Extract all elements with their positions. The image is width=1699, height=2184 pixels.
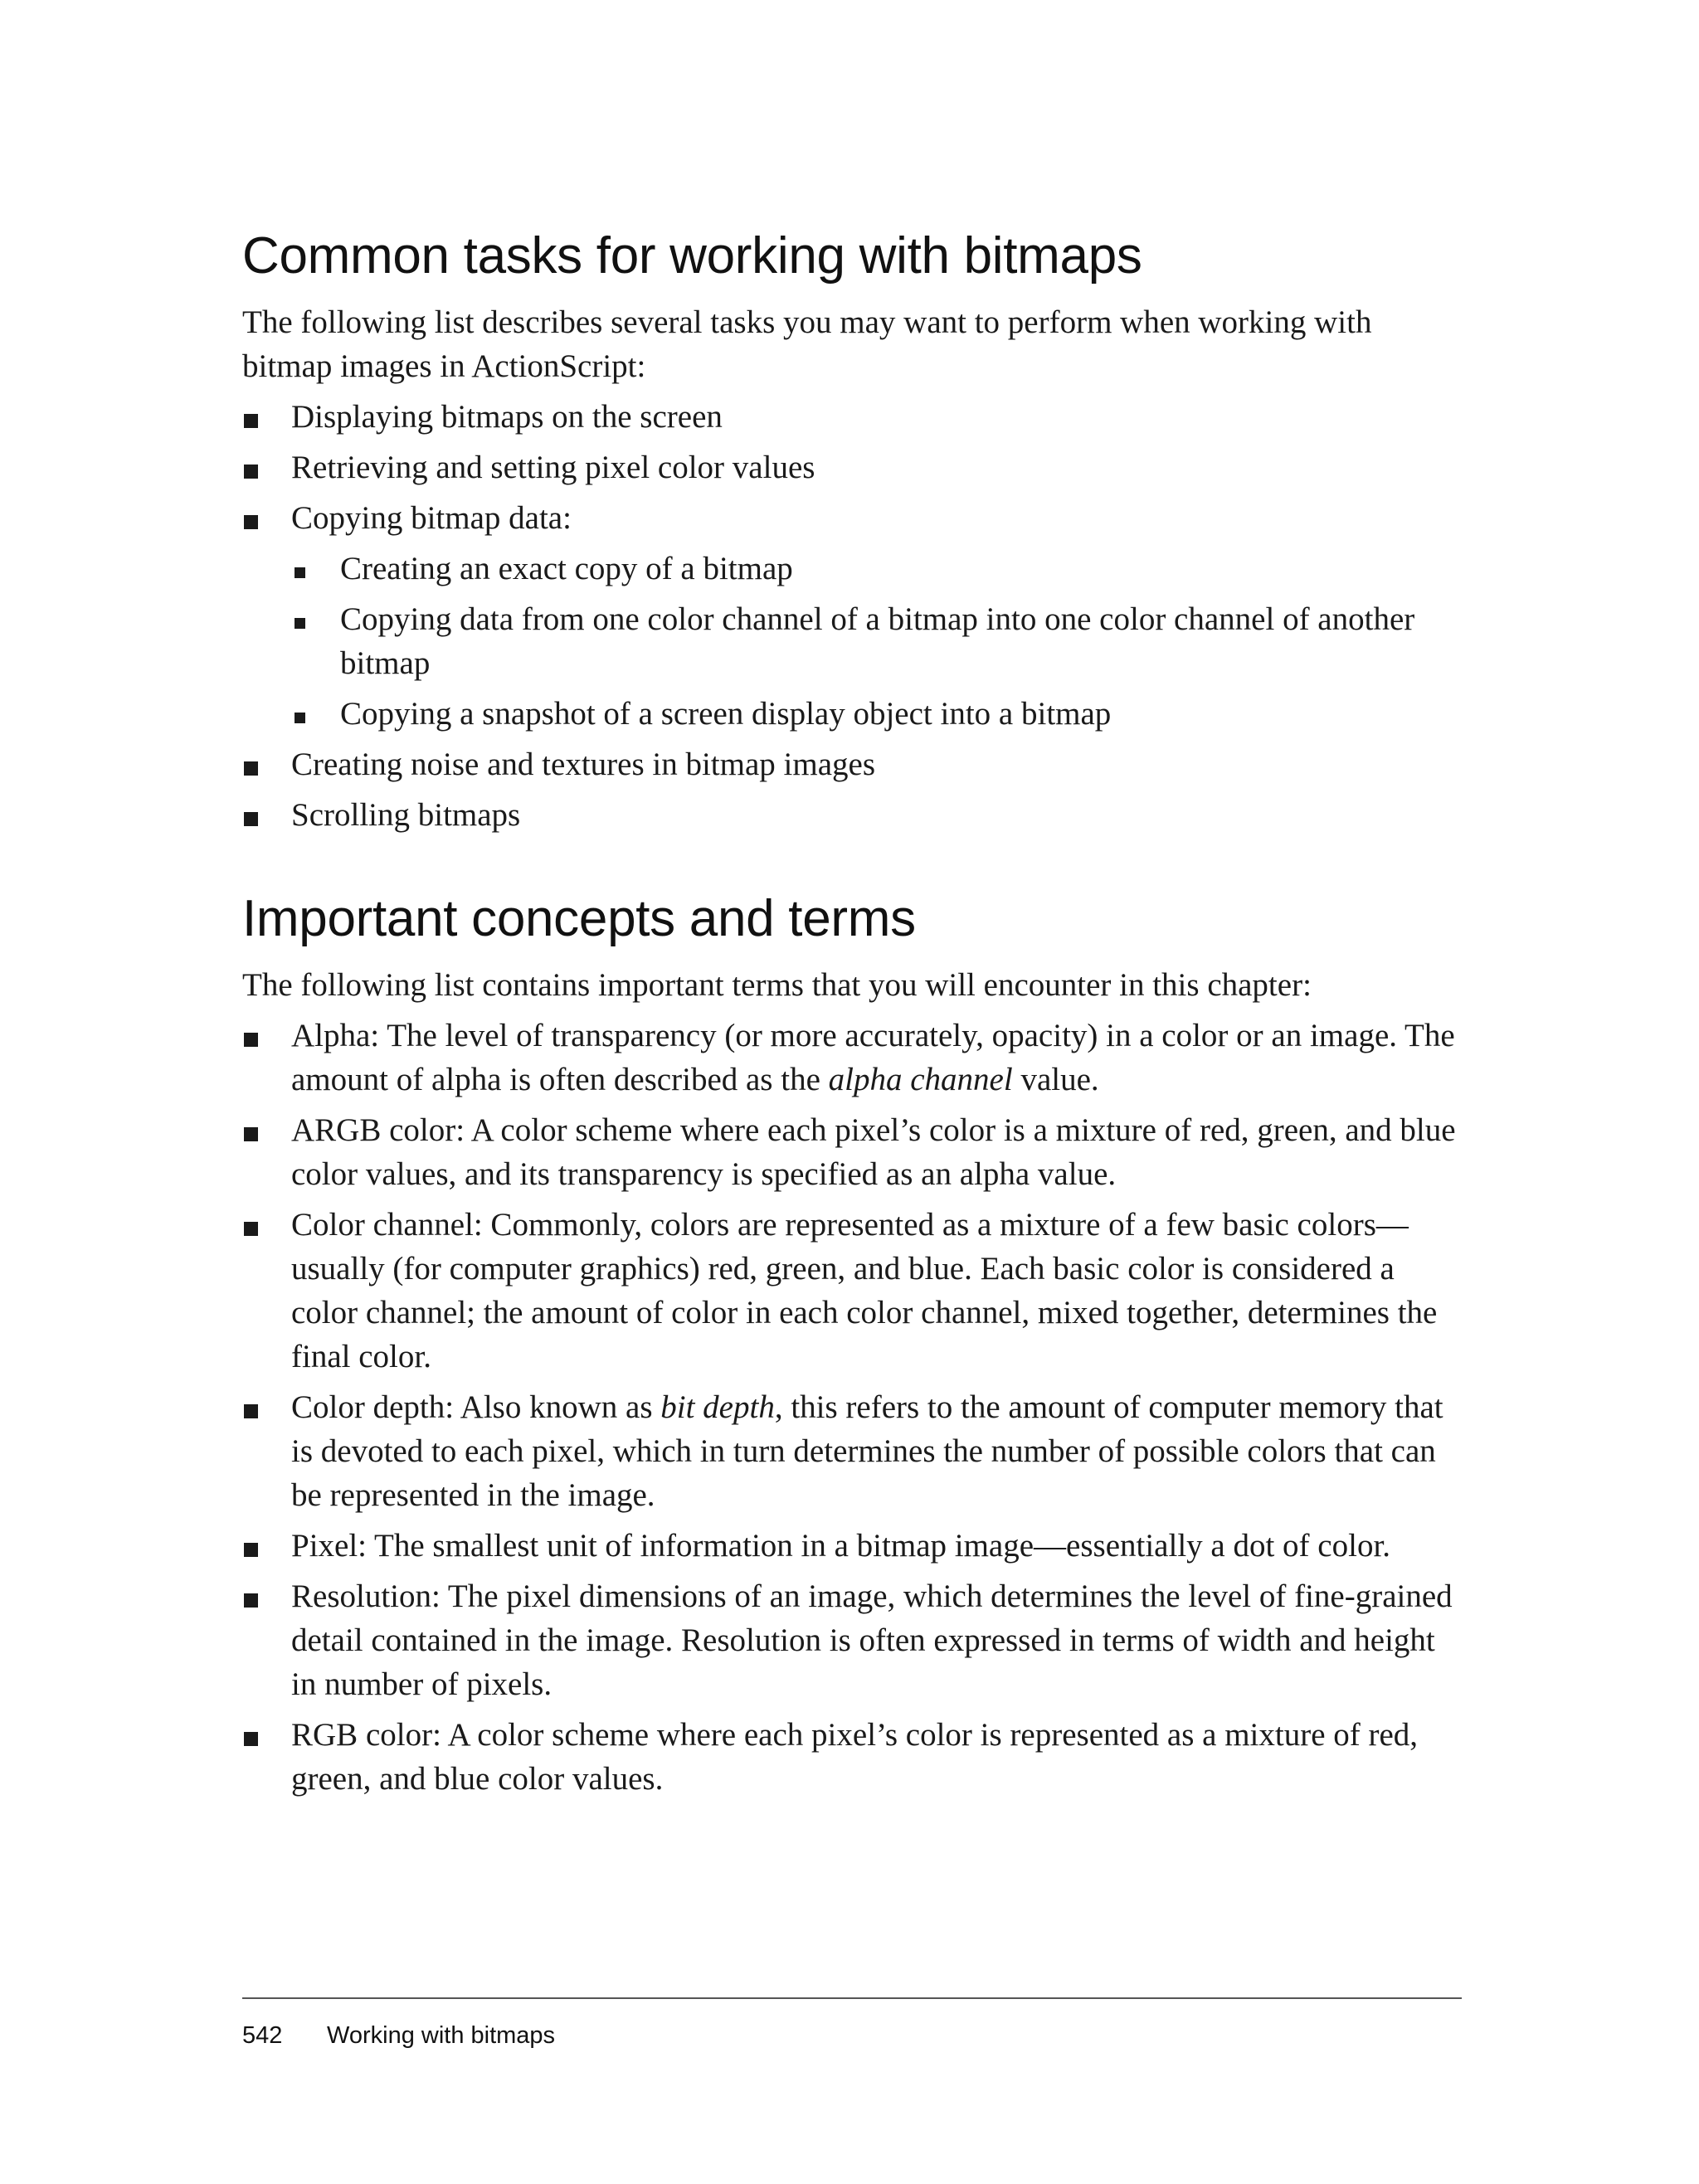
- page-number: 542: [242, 2022, 283, 2049]
- term-alpha-emphasis: alpha channel: [828, 1062, 1013, 1097]
- term-color-depth-emphasis: bit depth: [660, 1389, 775, 1425]
- section-intro-concepts-terms: The following list contains important terms that you will encounter in this chapter:: [242, 967, 1312, 1003]
- tasks-list: [242, 395, 1462, 837]
- section-heading-common-tasks: Common tasks for working with bitmaps: [242, 227, 1142, 285]
- term-argb-text: ARGB color: A color scheme where each pixel’s color is a mixture of red, green, and blue color values, and its transparency is specified as an alpha value.: [291, 1112, 1456, 1192]
- list-item: [242, 793, 1462, 837]
- copying-subtasks-list: [291, 547, 1462, 736]
- list-item-text: Displaying bitmaps on the screen: [291, 399, 723, 435]
- term-resolution: [242, 1574, 1462, 1706]
- term-resolution-text: Resolution: The pixel dimensions of an image, which determines the level of fine-grained detail contained in the image. Resolution is often expressed in terms of width and height in number of pixels.: [291, 1578, 1453, 1702]
- list-item: [242, 742, 1462, 786]
- section-intro-common-tasks: The following list describes several tasks you may want to perform when working with bitmap images in ActionScript:: [242, 304, 1372, 384]
- sub-list-item: [291, 547, 1462, 591]
- footer-text: [242, 2019, 1462, 2052]
- sub-list-item-text: Creating an exact copy of a bitmap: [340, 551, 793, 586]
- term-color-depth-text-end: , this refers to the amount of computer memory that is devoted to each pixel, which in turn determines the number of possible colors that can be represented in the image.: [291, 1389, 1443, 1513]
- term-alpha-text-end: value.: [1012, 1062, 1099, 1097]
- term-rgb-color: [242, 1713, 1462, 1801]
- term-color-depth: [242, 1385, 1462, 1517]
- term-color-depth-text: Color depth: Also known as: [291, 1389, 661, 1425]
- terms-list: [242, 1014, 1462, 1801]
- term-rgb-text: RGB color: A color scheme where each pixel’s color is represented as a mixture of red, green, and blue color values.: [291, 1717, 1419, 1797]
- list-item-text: Creating noise and textures in bitmap images: [291, 747, 875, 782]
- term-color-channel: [242, 1203, 1462, 1379]
- term-color-channel-text: Color channel: Commonly, colors are represented as a mixture of a few basic colors—usually (for computer graphics) red, green, and blue. Each basic color is considered a color channel; the amount of color in each color channel, mixed together, determines the final color.: [291, 1207, 1438, 1374]
- sub-list-item: [291, 597, 1462, 685]
- list-item: [242, 395, 1462, 439]
- term-alpha-text: Alpha: The level of transparency (or more accurately, opacity) in a color or an image. The amount of alpha is often described as the: [291, 1018, 1455, 1097]
- term-pixel: [242, 1524, 1462, 1568]
- list-item-text: Scrolling bitmaps: [291, 797, 521, 833]
- sub-list-item-text: Copying data from one color channel of a bitmap into one color channel of another bitmap: [340, 601, 1415, 681]
- term-argb-color: [242, 1108, 1462, 1196]
- footer-divider: [242, 1997, 1462, 1999]
- term-alpha: [242, 1014, 1462, 1102]
- list-item-text: Copying bitmap data:: [291, 500, 572, 536]
- page-footer: [242, 1997, 1462, 2052]
- section-heading-concepts-terms: Important concepts and terms: [242, 890, 916, 947]
- list-item: [242, 496, 1462, 736]
- sub-list-item-text: Copying a snapshot of a screen display object into a bitmap: [340, 696, 1112, 732]
- list-item: [242, 445, 1462, 489]
- chapter-title: Working with bitmaps: [327, 2022, 556, 2049]
- page-content: [242, 226, 1462, 1807]
- list-item-text: Retrieving and setting pixel color values: [291, 450, 815, 485]
- term-pixel-text: Pixel: The smallest unit of information in a bitmap image—essentially a dot of color.: [291, 1528, 1391, 1564]
- sub-list-item: [291, 692, 1462, 736]
